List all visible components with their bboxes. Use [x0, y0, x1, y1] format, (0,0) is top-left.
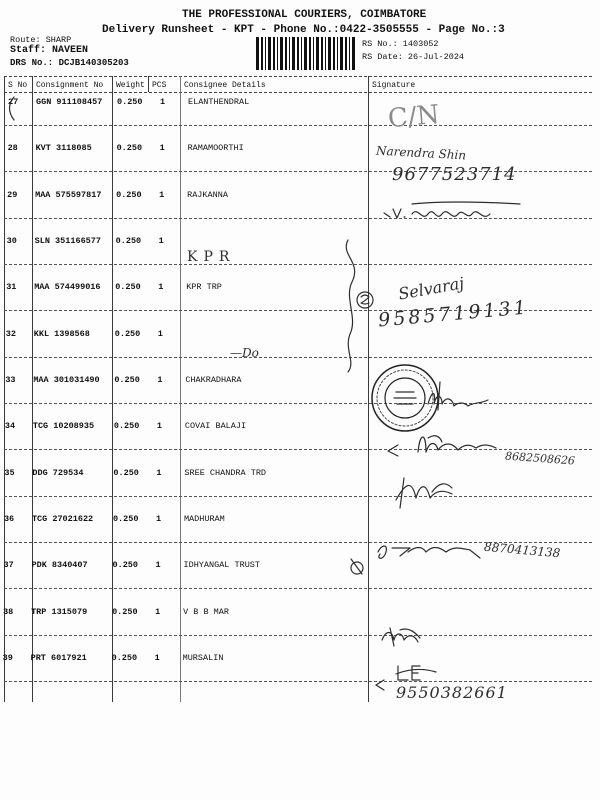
- row-consignment-no: TCG 10208935: [32, 421, 95, 432]
- row-consignment-no: MAA 574499016: [34, 282, 101, 293]
- row-weight: 0.250: [115, 282, 141, 293]
- table-row: [0, 329, 598, 343]
- barcode-bar: [265, 37, 266, 70]
- row-consignee: MURSALIN: [182, 652, 224, 663]
- handwritten-note: KPR: [187, 249, 236, 265]
- row-consignment-no: KVT 3118085: [35, 143, 92, 154]
- row-divider: [4, 635, 592, 636]
- row-weight: 0.250: [112, 513, 139, 524]
- handwritten-phone: 9550382661: [396, 683, 508, 702]
- row-pcs: 1: [155, 560, 161, 571]
- row-divider: [4, 264, 592, 265]
- barcode-bar: [325, 37, 326, 70]
- barcode-bar: [285, 37, 287, 70]
- row-weight: 0.250: [117, 97, 143, 107]
- row-sno: 37: [3, 560, 14, 571]
- row-sno: 28: [7, 143, 18, 154]
- barcode-bar: [256, 37, 259, 70]
- row-divider: [4, 588, 592, 589]
- row-pcs: 1: [158, 235, 164, 246]
- barcode-bar: [289, 37, 290, 70]
- table-row: [0, 143, 600, 157]
- row-consignment-no: MAA 301031490: [33, 374, 100, 385]
- row-consignment-no: TRP 1315079: [31, 606, 88, 617]
- row-consignment-no: GGN 911108457: [36, 97, 103, 107]
- barcode-bar: [309, 37, 311, 70]
- row-divider: [4, 218, 592, 219]
- row-pcs: 1: [158, 282, 164, 293]
- row-pcs: 1: [154, 652, 160, 663]
- row-weight: 0.250: [112, 606, 138, 617]
- barcode-bar: [273, 37, 275, 70]
- barcode-bar: [352, 37, 355, 70]
- row-consignee: IDHYANGAL TRUST: [183, 560, 261, 571]
- bracket-mark: [346, 240, 354, 372]
- col-header-pcs: PCS: [152, 81, 167, 90]
- row-sno: 34: [4, 421, 16, 432]
- row-pcs: 1: [160, 97, 166, 107]
- row-weight: 0.250: [115, 235, 142, 246]
- barcode-bar: [301, 37, 302, 70]
- table-row: [0, 514, 596, 528]
- row-weight: 0.250: [111, 652, 138, 663]
- row-pcs: 1: [155, 606, 161, 617]
- row-consignment-no: MAA 575597817: [35, 189, 102, 200]
- handwritten-ditto: —Do: [230, 346, 259, 360]
- row-consignment-no: DDG 729534: [32, 467, 84, 478]
- row-consignee: CHAKRADHARA: [185, 374, 242, 385]
- row-divider: [4, 681, 592, 682]
- row-consignee: RAMAMOORTHI: [187, 143, 244, 154]
- row-weight: 0.250: [116, 143, 143, 154]
- row-sno: 31: [6, 282, 17, 293]
- handwritten-phone: 8682508626: [504, 449, 576, 468]
- column-divider: [148, 76, 149, 92]
- row-divider: [4, 357, 592, 358]
- barcode-bar: [321, 37, 323, 70]
- table-row: [0, 653, 595, 667]
- handwritten-mark: C/N: [386, 99, 441, 135]
- row-weight: 0.250: [116, 189, 142, 200]
- row-sno: 27: [8, 97, 19, 107]
- staff-label: Staff: NAVEEN: [10, 45, 89, 56]
- signature-scribble: [396, 478, 452, 508]
- drs-number: DRS No.: DCJB140305203: [10, 58, 129, 68]
- row-divider: [4, 496, 592, 497]
- row-weight: 0.250: [113, 467, 139, 478]
- barcode-bar: [261, 37, 263, 70]
- barcode-bar: [313, 37, 314, 70]
- barcode-bar: [337, 37, 338, 70]
- company-title: THE PROFESSIONAL COURIERS, COIMBATORE: [182, 9, 427, 21]
- col-header-consignee: Consignee Details: [184, 81, 266, 90]
- table-header-border: [4, 92, 592, 93]
- row-consignee: MADHURAM: [183, 513, 225, 524]
- row-sno: 29: [7, 189, 18, 200]
- row-divider: [4, 403, 592, 404]
- row-pcs: 1: [157, 374, 163, 385]
- table-row: [0, 421, 597, 435]
- table-row: [0, 190, 599, 204]
- row-sno: 32: [5, 328, 16, 339]
- row-consignee: ELANTHENDRAL: [188, 97, 250, 107]
- row-consignee: RAJKANNA: [187, 189, 228, 200]
- row-consignee: KPR TRP: [186, 282, 222, 293]
- handwritten-name: Narendra Shin: [375, 143, 467, 163]
- barcode-bar: [292, 37, 295, 70]
- barcode-bar: [349, 37, 350, 70]
- barcode-bar: [340, 37, 343, 70]
- barcode-bar: [277, 37, 278, 70]
- signature-scribble: [384, 202, 520, 218]
- barcode-bar: [328, 37, 331, 70]
- row-consignment-no: PRT 6017921: [30, 652, 87, 663]
- table-row: [0, 607, 595, 621]
- row-consignment-no: TCG 27021622: [31, 513, 94, 524]
- row-weight: 0.250: [114, 374, 140, 385]
- handwritten-name: Selvaraj: [396, 273, 466, 304]
- table-top-border: [4, 76, 592, 77]
- table-row: [0, 468, 596, 482]
- row-consignee: SREE CHANDRA TRD: [184, 467, 267, 478]
- row-consignee: V B B MAR: [183, 606, 229, 617]
- row-pcs: 1: [159, 189, 165, 200]
- table-row: [0, 282, 598, 296]
- col-header-signature: Signature: [372, 81, 416, 90]
- row-sno: 38: [3, 606, 14, 617]
- barcode-bar: [345, 37, 347, 70]
- row-sno: 35: [4, 467, 15, 478]
- row-pcs: 1: [157, 328, 163, 339]
- runsheet-subtitle: Delivery Runsheet - KPT - Phone No.:0422-3505555 - Page No.:3: [102, 24, 505, 36]
- rs-number: RS No.: 1403052: [362, 39, 439, 49]
- row-sno: 36: [3, 513, 15, 524]
- col-header-weight: Weight: [116, 81, 145, 90]
- table-row: [0, 375, 597, 389]
- barcode-bar: [333, 37, 335, 70]
- row-pcs: 1: [155, 513, 162, 524]
- row-divider: [4, 449, 592, 450]
- row-consignee: COVAI BALAJI: [184, 421, 247, 432]
- handwritten-phone: 9677523714: [392, 164, 517, 185]
- row-sno: 33: [5, 374, 16, 385]
- barcode-bar: [280, 37, 283, 70]
- table-row: [0, 97, 600, 111]
- row-consignment-no: PDK 8340407: [31, 560, 88, 571]
- arrow-mark: [388, 445, 398, 456]
- table-row: [0, 236, 599, 250]
- signature-scribble: [396, 666, 436, 680]
- barcode-bar: [268, 37, 271, 70]
- row-divider: [4, 125, 592, 126]
- signature-scribble: [382, 628, 420, 646]
- row-consignment-no: KKL 1398568: [33, 328, 90, 339]
- route-label: Route: SHARP: [10, 35, 72, 45]
- col-header-sno: S No: [8, 81, 28, 90]
- barcode-bar: [316, 37, 319, 70]
- row-pcs: 1: [156, 421, 162, 432]
- row-pcs: 1: [159, 143, 165, 154]
- row-weight: 0.250: [113, 421, 140, 432]
- row-consignment-no: SLN 351166577: [34, 235, 101, 246]
- barcode: [255, 37, 358, 70]
- handwritten-phone: 9585719131: [377, 296, 530, 332]
- table-row: [0, 560, 596, 574]
- handwritten-phone: 8870413138: [483, 539, 561, 561]
- col-header-consignment: Consignment No: [36, 81, 104, 90]
- barcode-bar: [297, 37, 299, 70]
- row-sno: 39: [2, 652, 13, 663]
- rs-date: RS Date: 26-Jul-2024: [362, 52, 465, 62]
- row-weight: 0.250: [112, 560, 139, 571]
- barcode-bar: [304, 37, 307, 70]
- row-weight: 0.250: [114, 328, 141, 339]
- signature-scribble: [378, 546, 480, 558]
- row-sno: 30: [6, 235, 17, 246]
- row-pcs: 1: [156, 467, 162, 478]
